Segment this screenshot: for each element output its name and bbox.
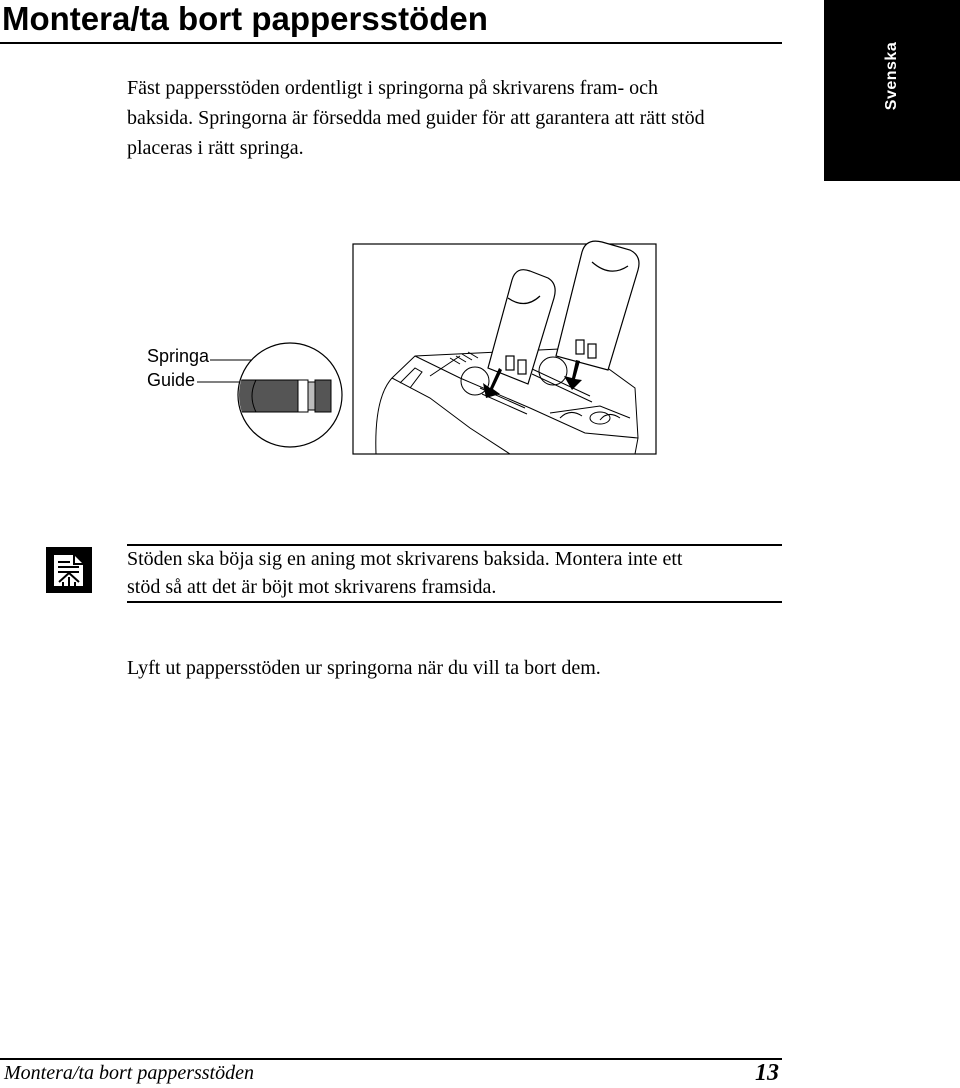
printer-drawing [130, 238, 670, 460]
guide-label: Guide [147, 370, 196, 390]
note-icon [45, 546, 93, 594]
note-line: Stöden ska böja sig en aning mot skrivarens baksida. Montera inte ett [127, 548, 683, 570]
intro-line: placeras i rätt springa. [127, 137, 304, 159]
title-divider [0, 42, 782, 44]
magnifier-circle [234, 343, 342, 447]
page-title: Montera/ta bort pappersstöden [2, 0, 488, 37]
intro-line: baksida. Springorna är försedda med guider för att garantera att rätt stöd [127, 107, 705, 129]
intro-line: Fäst pappersstöden ordentligt i springorna på skrivarens fram- och [127, 77, 658, 99]
footer-divider [0, 1058, 782, 1060]
language-tab [824, 0, 960, 181]
note-line: stöd så att det är böjt mot skrivarens framsida. [127, 576, 497, 598]
note-bottom-rule [127, 601, 782, 603]
intro-paragraph [127, 73, 787, 163]
removal-paragraph: Lyft ut pappersstöden ur springorna när du vill ta bort dem. [127, 657, 601, 679]
paper-support-illustration [130, 238, 670, 460]
footer-section-title: Montera/ta bort pappersstöden [4, 1062, 254, 1084]
slot-label: Springa [147, 346, 210, 366]
note-text [127, 545, 682, 601]
language-tab-label: Svenska [883, 41, 900, 111]
page-number: 13 [755, 1060, 779, 1086]
